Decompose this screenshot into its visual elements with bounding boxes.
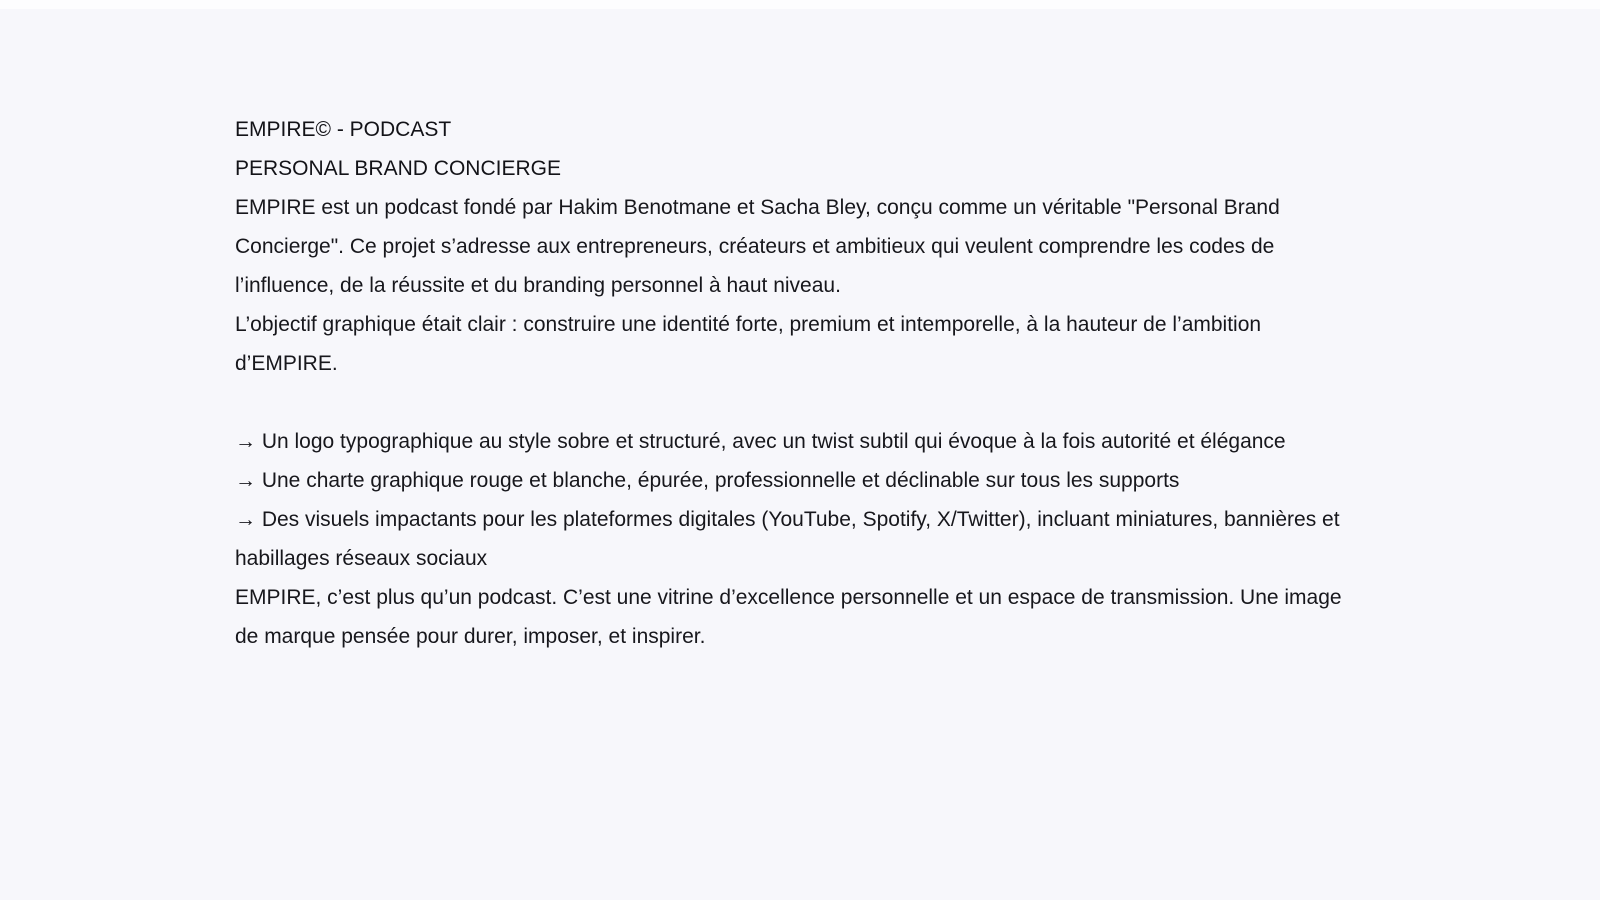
project-description (235, 110, 1345, 656)
project-title: EMPIRE© - PODCAST (235, 118, 452, 141)
deliverable-item-logo: → Un logo typographique au style sobre et structuré, avec un twist subtil qui évoque à la fois autorité et élégance (235, 430, 1286, 453)
top-strip (0, 0, 1600, 9)
deliverables-list (235, 422, 1345, 578)
intro-paragraph: EMPIRE est un podcast fondé par Hakim Benotmane et Sacha Bley, conçu comme un véritable "Personal Brand Concierge". Ce projet s’adresse aux entrepreneurs, créateurs et ambitieux qui veulent comprendre les codes de l’influence, de la réussite et du branding personnel à haut niveau. (235, 196, 1280, 297)
closing-paragraph: EMPIRE, c’est plus qu’un podcast. C’est une vitrine d’excellence personnelle et un espace de transmission. Une image de marque pensée pour durer, imposer, et inspirer. (235, 586, 1342, 648)
doc-header (235, 110, 1345, 188)
deliverable-item-visuels: → Des visuels impactants pour les plateformes digitales (YouTube, Spotify, X/Twitter), incluant miniatures, bannières et habillages réseaux sociaux (235, 508, 1340, 570)
project-subtitle: PERSONAL BRAND CONCIERGE (235, 157, 561, 180)
objective-paragraph: L’objectif graphique était clair : construire une identité forte, premium et intemporelle, à la hauteur de l’ambition d’EMPIRE. (235, 313, 1262, 375)
deliverable-item-charte: → Une charte graphique rouge et blanche, épurée, professionnelle et déclinable sur tous les supports (235, 469, 1180, 492)
